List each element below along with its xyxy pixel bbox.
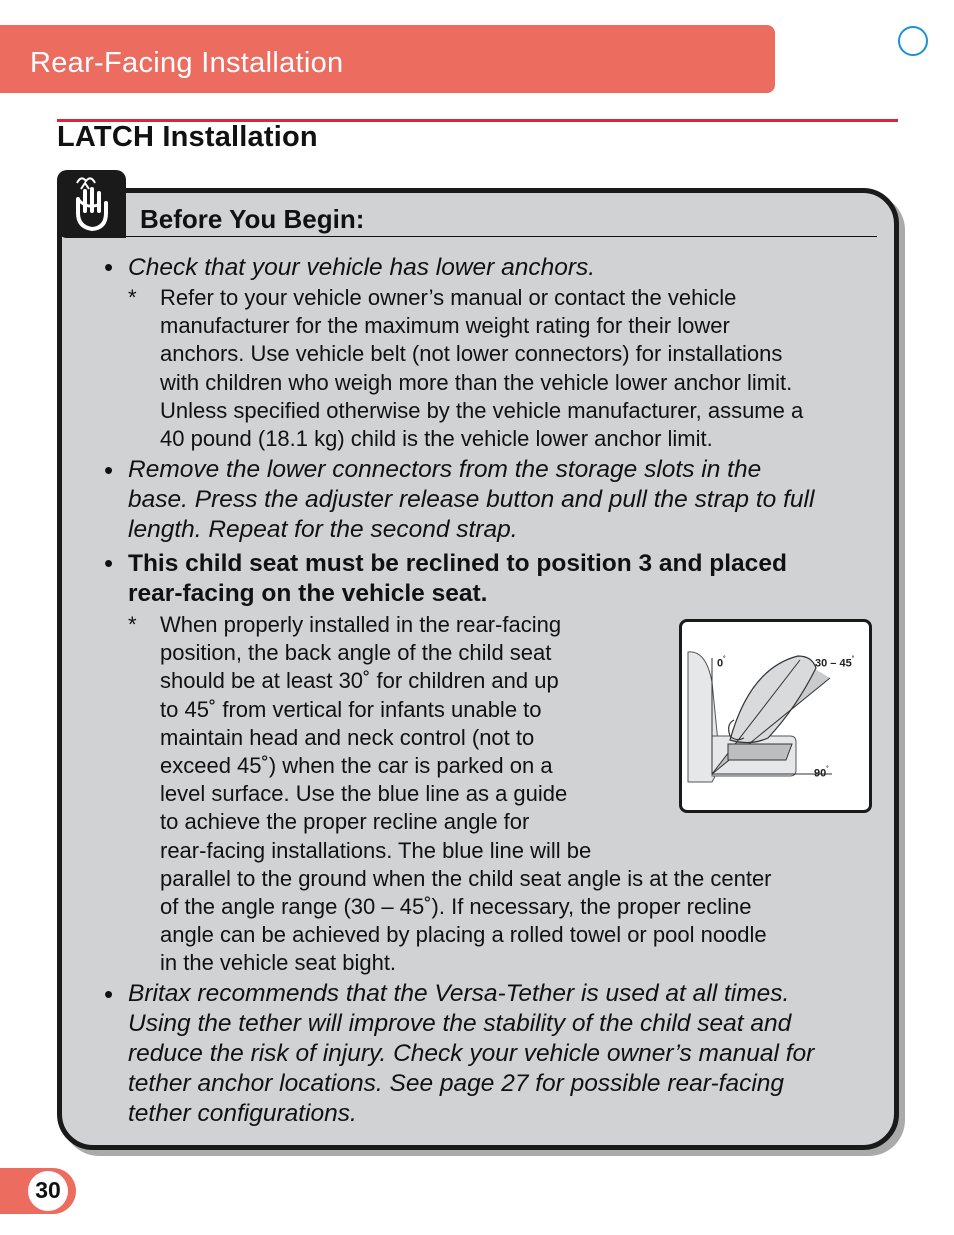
page-title: LATCH Installation bbox=[57, 121, 318, 153]
text-line: Using the tether will improve the stability of the child seat and bbox=[128, 1010, 792, 1037]
text-line: tether anchor locations. See page 27 for possible rear-facing bbox=[128, 1070, 785, 1097]
note-line: Refer to your vehicle owner’s manual or contact the vehicle bbox=[160, 285, 737, 310]
degree-symbol: ˚ bbox=[851, 655, 855, 664]
recline-angle-diagram bbox=[679, 619, 872, 813]
note-line: When properly installed in the rear-facing bbox=[160, 612, 562, 637]
degree-symbol: ˚ bbox=[723, 655, 726, 664]
text-line: Remove the lower connectors from the storage slots in the bbox=[128, 456, 762, 483]
bullet-4-text bbox=[128, 979, 814, 1129]
section-header-bar bbox=[0, 25, 775, 93]
note-asterisk: * bbox=[128, 612, 137, 637]
recline-illustration bbox=[682, 622, 869, 810]
page-number: 30 bbox=[35, 1177, 61, 1203]
bullet-1-note bbox=[160, 284, 803, 453]
text-line: reduce the risk of injury. Check your vehicle owner’s manual for bbox=[128, 1040, 815, 1067]
note-line: of the angle range (30 – 45˚). If necessary, the proper recline bbox=[160, 894, 752, 920]
text-line: Britax recommends that the Versa-Tether is used at all times. bbox=[128, 980, 790, 1007]
page-number-circle bbox=[28, 1171, 68, 1211]
text-line: rear-facing on the vehicle seat. bbox=[128, 580, 488, 607]
note-line: position, the back angle of the child seat bbox=[160, 640, 552, 666]
bullet-dot: • bbox=[104, 979, 114, 1009]
angle-label-0 bbox=[717, 655, 726, 670]
note-line: anchors. Use vehicle belt (not lower connectors) for installations bbox=[160, 341, 783, 367]
note-line: to 45˚ from vertical for infants unable to bbox=[160, 696, 542, 722]
note-line: with children who weigh more than the vehicle lower anchor limit. bbox=[160, 369, 793, 395]
bullet-3-text bbox=[128, 549, 787, 609]
angle-value: 90 bbox=[814, 767, 827, 780]
note-line: angle can be achieved by placing a rolled towel or pool noodle bbox=[160, 922, 767, 948]
text-line: This child seat must be reclined to position 3 and placed bbox=[128, 550, 787, 577]
degree-symbol: ˚ bbox=[826, 765, 829, 774]
angle-value: 0 bbox=[717, 657, 724, 670]
note-line: rear-facing installations. The blue line will be bbox=[160, 837, 592, 863]
note-line: should be at least 30˚ for children and up bbox=[160, 668, 559, 694]
note-line: parallel to the ground when the child seat angle is at the center bbox=[160, 865, 772, 891]
page-number-badge bbox=[0, 1168, 76, 1214]
bullet-dot: • bbox=[104, 252, 114, 282]
note-line: in the vehicle seat bight. bbox=[160, 950, 397, 976]
note-line: exceed 45˚) when the car is parked on a bbox=[160, 753, 553, 779]
text-line: tether configurations. bbox=[128, 1100, 357, 1127]
note-line: maintain head and neck control (not to bbox=[160, 724, 535, 750]
angle-value: 30 – 45 bbox=[815, 657, 852, 670]
corner-circle-icon bbox=[898, 26, 928, 56]
note-line: Unless specified otherwise by the vehicle manufacturer, assume a bbox=[160, 397, 804, 423]
panel-title-rule bbox=[126, 236, 877, 237]
angle-label-range bbox=[815, 655, 854, 670]
bullet-dot: • bbox=[104, 455, 114, 485]
note-line: manufacturer for the maximum weight rating for their lower bbox=[160, 313, 730, 339]
note-line: to achieve the proper recline angle for bbox=[160, 809, 530, 835]
note-line: 40 pound (18.1 kg) child is the vehicle lower anchor limit. bbox=[160, 426, 713, 452]
section-header-title: Rear-Facing Installation bbox=[30, 47, 344, 79]
bullet-dot: • bbox=[104, 548, 114, 578]
text-line: base. Press the adjuster release button and pull the strap to full bbox=[128, 486, 815, 513]
bullet-1-text: Check that your vehicle has lower anchors. bbox=[128, 254, 596, 281]
angle-label-90 bbox=[814, 765, 829, 780]
text-line: length. Repeat for the second strap. bbox=[128, 516, 518, 543]
reminder-finger-icon bbox=[57, 170, 126, 238]
note-line: level surface. Use the blue line as a guide bbox=[160, 781, 568, 807]
note-asterisk: * bbox=[128, 285, 137, 310]
panel-title: Before You Begin: bbox=[140, 204, 365, 234]
bullet-2-text bbox=[128, 455, 814, 545]
